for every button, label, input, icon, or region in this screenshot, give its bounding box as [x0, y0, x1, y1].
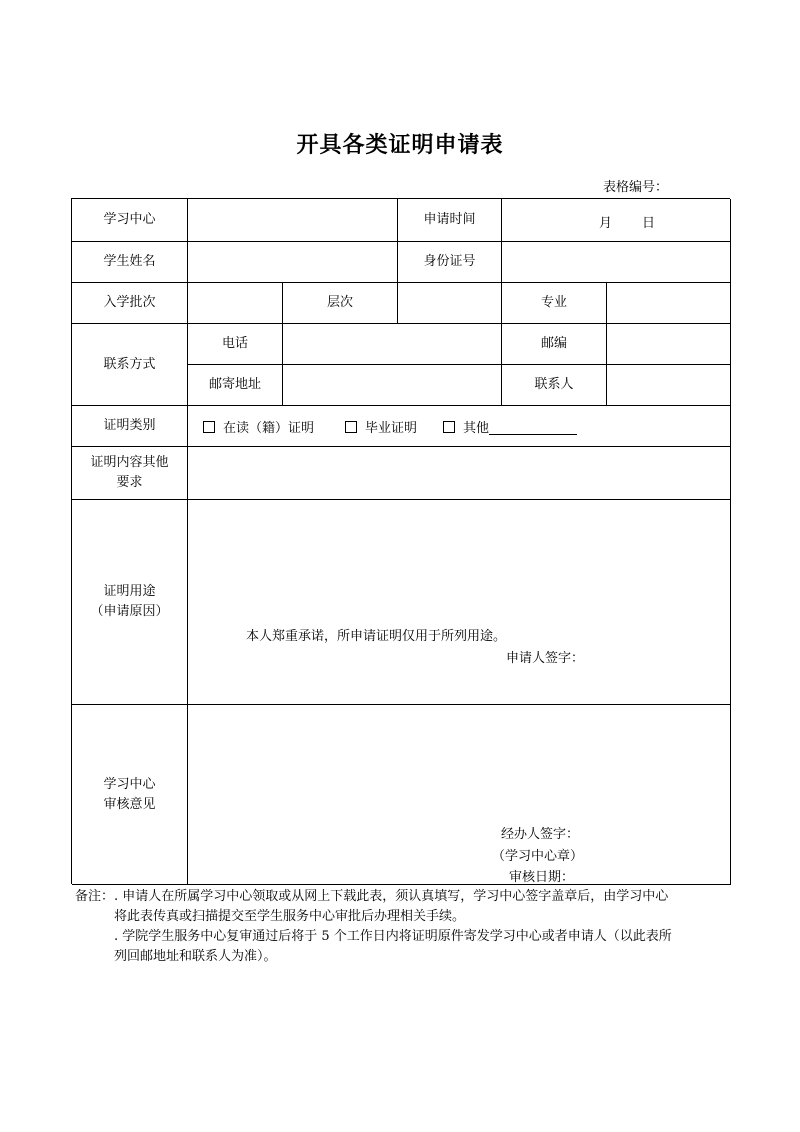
option-enrolled-label: 在读（籍）证明 [223, 421, 315, 436]
phone-field[interactable] [283, 324, 501, 364]
note-1-line2: 将此表传真或扫描提交至学生服务中心审批后办理相关手续。 [114, 909, 466, 924]
learning-center-field[interactable] [188, 199, 397, 241]
label-purpose [72, 500, 187, 704]
notes-section [75, 887, 672, 967]
option-graduate[interactable] [345, 417, 417, 436]
applicant-signature-label[interactable]: 申请人签字： [506, 651, 585, 666]
option-other[interactable] [443, 417, 577, 436]
label-content-requirements-line1: 证明内容其他 [90, 455, 169, 470]
option-graduate-label: 毕业证明 [365, 421, 418, 436]
checkbox-graduate[interactable] [345, 421, 357, 433]
option-other-label: 其他 [463, 421, 490, 436]
label-purpose-line1: 证明用途 [103, 584, 156, 599]
mail-address-field[interactable] [283, 365, 501, 405]
label-id-number: 身份证号 [423, 254, 476, 269]
label-review [72, 705, 187, 884]
label-enroll-batch: 入学批次 [103, 295, 156, 310]
application-form-table [71, 198, 730, 884]
label-student-name: 学生姓名 [103, 254, 156, 269]
label-content-requirements [72, 447, 187, 499]
note-1-line1: . 申请人在所属学习中心领取或从网上下载此表，须认真填写，学习中心签字盖章后，由学习中心 [114, 889, 669, 904]
label-content-requirements-line2: 要求 [116, 475, 143, 490]
label-purpose-line2: （申请原因） [90, 604, 169, 619]
label-major: 专业 [540, 295, 567, 310]
page-title: 开具各类证明申请表 [296, 133, 504, 158]
content-requirements-field[interactable] [188, 447, 730, 499]
label-postcode: 邮编 [540, 336, 567, 351]
handler-signature-label[interactable]: 经办人签字： [501, 827, 580, 842]
label-review-line1: 学习中心 [103, 776, 156, 792]
major-field[interactable] [607, 283, 730, 323]
label-level: 层次 [326, 295, 353, 310]
label-learning-center: 学习中心 [103, 212, 156, 227]
label-mail-address: 邮寄地址 [208, 377, 261, 392]
postcode-field[interactable] [607, 324, 730, 364]
label-cert-type: 证明类别 [103, 418, 156, 433]
apply-day-label: 日 [642, 216, 656, 231]
review-date-label[interactable]: 审核日期： [509, 870, 575, 885]
label-contact: 联系方式 [103, 356, 156, 372]
label-phone: 电话 [221, 336, 248, 351]
apply-month-label: 月 [599, 216, 613, 231]
option-enrolled[interactable] [203, 417, 314, 436]
level-field[interactable] [398, 283, 501, 323]
id-number-field[interactable] [502, 242, 730, 282]
student-name-field[interactable] [188, 242, 397, 282]
contact-person-field[interactable] [607, 365, 730, 405]
checkbox-other[interactable] [443, 421, 455, 433]
promise-text: 本人郑重承诺，所申请证明仅用于所列用途。 [246, 629, 507, 644]
center-seal-label: （学习中心章） [492, 849, 584, 864]
other-blank-line[interactable] [489, 420, 577, 435]
label-apply-time: 申请时间 [423, 212, 476, 227]
label-review-line2: 审核意见 [103, 796, 156, 812]
label-contact-person: 联系人 [534, 377, 574, 392]
note-2-line2: 列回邮地址和联系人为准）。 [114, 949, 277, 964]
notes-label: 备注： [75, 889, 115, 904]
note-2-line1: . 学院学生服务中心复审通过后将于 5 个工作日内将证明原件寄发学习中心或者申请人（以此表所 [114, 929, 672, 944]
enroll-batch-field[interactable] [188, 283, 282, 323]
checkbox-enrolled[interactable] [203, 421, 215, 433]
form-number-label: 表格编号： [603, 180, 669, 195]
